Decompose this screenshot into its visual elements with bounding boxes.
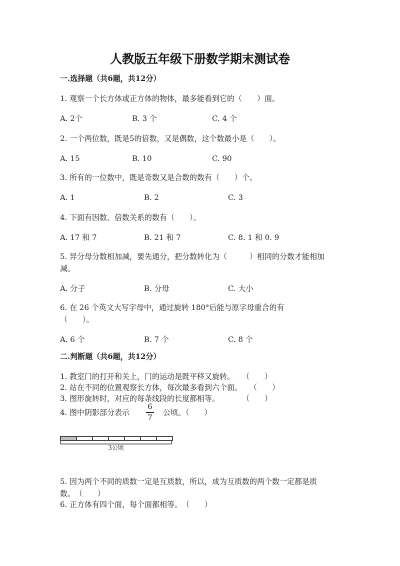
- page-title: 人教版五年级下册数学期末测试卷: [109, 52, 290, 66]
- option-c: C. 大小: [228, 284, 254, 293]
- judge-question: 5. 因为两个不同的质数一定是互质数，所以，成为互质数的两个数一定都是质: [60, 477, 318, 486]
- question-text: 4. 下面有因数、倍数关系的数有（ ）。: [60, 213, 201, 222]
- option-b: B. 分母: [144, 284, 170, 293]
- option-c: C. 8 个: [228, 335, 253, 344]
- option-a: A. 6 个: [60, 335, 85, 344]
- option-c: C. 3: [228, 193, 244, 202]
- option-c: C. 8. 1 和 0. 9: [228, 233, 280, 242]
- option-c: C. 4 个: [212, 114, 237, 123]
- figure-label: 3公顷: [108, 445, 124, 452]
- option-a: A. 15: [60, 154, 80, 163]
- option-a: A. 2个: [60, 114, 83, 123]
- bar-cell-shaded: [60, 436, 77, 441]
- question-text: 3. 所有的一位数中，既是奇数又是合数的数有（ ）个。: [60, 173, 258, 182]
- judge-question: 1. 教室门的打开和关上，门的运动是既平移又旋转。 （ ）: [60, 372, 273, 381]
- bar-cell: [124, 436, 141, 441]
- judge-question: 3. 图形旋转时，对应的每条线段的长度都相等。 （ ）: [60, 394, 273, 403]
- fraction-numerator: 6: [147, 402, 153, 411]
- option-b: B. 7 个: [144, 335, 169, 344]
- question-text: 2. 一个两位数，既是5的倍数，又是偶数，这个数最小是（ ）。: [60, 134, 281, 143]
- option-a: A. 分子: [60, 284, 86, 293]
- judge-question: 2. 站在不同的位置观察长方体，每次最多看到六个面。 （ ）: [60, 383, 280, 392]
- option-c: C. 90: [212, 154, 232, 163]
- option-b: B. 21 和 7: [144, 233, 181, 242]
- bar-cell: [92, 436, 109, 441]
- option-b: B. 3 个: [132, 114, 157, 123]
- section-heading-judge: 二.判断题（共6题，共12分）: [60, 352, 161, 361]
- option-b: B. 10: [132, 154, 152, 163]
- judge-question: 4. 图中阴影部分表示: [60, 408, 130, 417]
- question-text-continued: 减。: [60, 264, 75, 273]
- bar-cell: [108, 436, 125, 441]
- judge-question-continued: 数。 （ ）: [60, 489, 105, 498]
- shaded-bar-figure: [60, 436, 172, 456]
- bar-cell: [76, 436, 93, 441]
- question-text-continued: （ ）。: [60, 315, 94, 324]
- option-b: B. 2: [144, 193, 160, 202]
- question-text: 5. 异分母分数相加减，要先通分，把分数转化为（ ）相同的分数才能相加: [60, 252, 325, 261]
- fraction: [146, 403, 154, 423]
- question-text: 1. 观察一个长方体或正方体的物体，最多能看到它的（ ）面。: [60, 94, 280, 103]
- option-a: A. 17 和 7: [60, 233, 97, 242]
- option-a: A. 1: [60, 193, 75, 202]
- judge-question-tail: 公顷。（ ）: [163, 408, 212, 417]
- judge-question: 6. 正方体有四个面，每个面都相等。 （ ）: [60, 500, 213, 509]
- bar-cell: [156, 436, 173, 441]
- question-text: 6. 在 26 个英文大写字母中，通过旋转 180°后能与原字母重合的有: [60, 303, 285, 312]
- bar-cell: [140, 436, 157, 441]
- section-heading-choice: 一.选择题（共6题，共12分）: [60, 74, 161, 83]
- fraction-denominator: 7: [147, 413, 153, 423]
